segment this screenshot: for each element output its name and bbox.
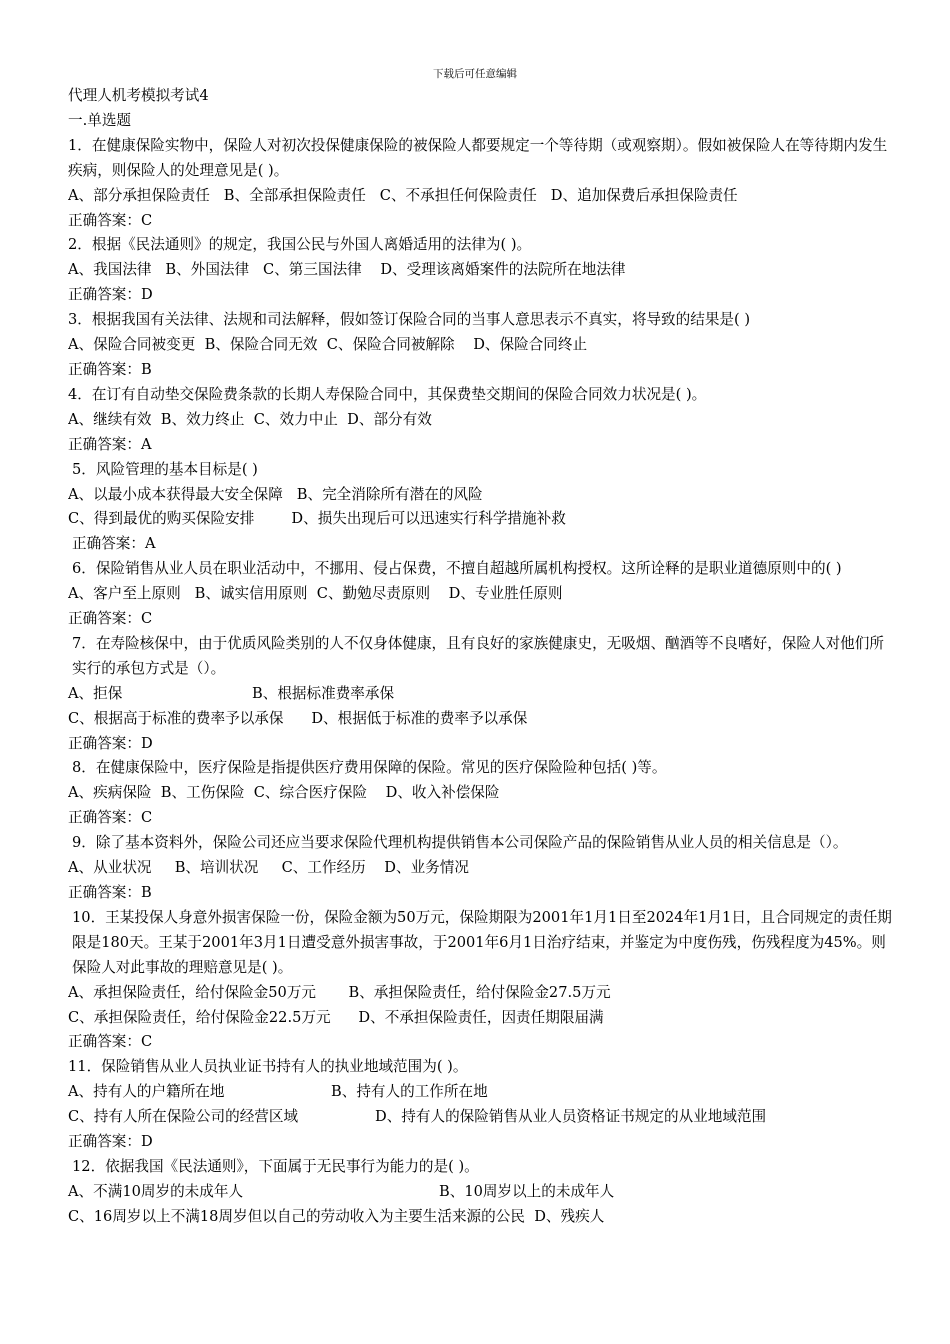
question-12: 12．依据我国《民法通则》，下面属于无民事行为能力的是( )。: [72, 1157, 479, 1175]
question-5-options-cd: C、得到最优的购买保险安排 D、损失出现后可以迅速实行科学措施补救: [68, 510, 566, 528]
question-4-options: A、继续有效 B、效力终止 C、效力中止 D、部分有效: [68, 410, 432, 428]
question-9-options: A、从业状况 B、培训状况 C、工作经历 D、业务情况: [68, 859, 469, 877]
question-2-answer: 正确答案：D: [68, 286, 153, 304]
question-7-option-b: B、根据标准费率承保: [252, 684, 395, 702]
question-5-options-ab: A、以最小成本获得最大安全保障 B、完全消除所有潜在的风险: [68, 485, 483, 503]
question-11-option-b: B、持有人的工作所在地: [331, 1083, 488, 1101]
question-6: 6．保险销售从业人员在职业活动中，不挪用、侵占保费，不擅自超越所属机构授权。这所诠释的是职业道德原则中的( ): [72, 560, 842, 578]
question-12-options-ab: [68, 1180, 894, 1205]
document-body: [68, 84, 894, 1230]
question-4-answer: 正确答案：A: [68, 435, 152, 453]
question-5-answer: 正确答案：A: [72, 535, 156, 553]
question-12-option-b: B、10周岁以上的未成年人: [439, 1182, 615, 1200]
question-6-options: A、客户至上原则 B、诚实信用原则 C、勤勉尽责原则 D、专业胜任原则: [68, 585, 563, 603]
question-11-options-cd: [68, 1105, 894, 1130]
question-10-options-ab: A、承担保险责任，给付保险金50万元 B、承担保险责任，给付保险金27.5万元: [68, 983, 611, 1001]
question-6-answer: 正确答案：C: [68, 610, 153, 628]
question-5: 5．风险管理的基本目标是( ): [72, 460, 258, 478]
question-8-answer: 正确答案：C: [68, 809, 153, 827]
question-7-options-cd: C、根据高于标准的费率予以承保 D、根据低于标准的费率予以承保: [68, 709, 528, 727]
document-title: 代理人机考模拟考试4: [68, 87, 209, 104]
question-7-options-ab: [68, 682, 894, 707]
question-1: 1．在健康保险实物中，保险人对初次投保健康保险的被保险人都要规定一个等待期（或观察期）。假如被保险人在等待期内发生疾病，则保险人的处理意见是( )。: [68, 136, 888, 179]
question-3: 3．根据我国有关法律、法规和司法解释，假如签订保险合同的当事人意思表示不真实，将导致的结果是( ): [68, 311, 751, 329]
question-10: 10．王某投保人身意外损害保险一份，保险金额为50万元，保险期限为2001年1月1日至2024年1月1日，且合同规定的责任期限是180天。王某于2001年3月1日遭受意外损害事故，于2001年6月1日治疗结束，并鉴定为中度伤残，伤残程度为45%。则保险人对此事故的理赔意见是( )。: [72, 908, 892, 976]
question-7-answer: 正确答案：D: [68, 734, 153, 752]
question-3-answer: 正确答案：B: [68, 360, 152, 378]
question-10-options-cd: C、承担保险责任，给付保险金22.5万元 D、不承担保险责任，因责任期限届满: [68, 1008, 604, 1026]
question-12-option-a: A、不满10周岁的未成年人: [68, 1182, 244, 1200]
question-7: 7．在寿险核保中，由于优质风险类别的人不仅身体健康，且有良好的家族健康史，无吸烟、酗酒等不良嗜好，保险人对他们所实行的承包方式是（）。: [72, 634, 884, 677]
question-11-option-c: C、持有人所在保险公司的经营区域: [68, 1108, 299, 1126]
section-heading: 一.单选题: [68, 111, 132, 129]
question-9-answer: 正确答案：B: [68, 884, 152, 901]
question-12-options-cd: C、16周岁以上不满18周岁但以自己的劳动收入为主要生活来源的公民 D、残疾人: [68, 1207, 605, 1225]
question-11-option-d: D、持有人的保险销售从业人员资格证书规定的从业地域范围: [375, 1108, 767, 1126]
question-4: 4．在订有自动垫交保险费条款的长期人寿保险合同中，其保费垫交期间的保险合同效力状况是( )。: [68, 385, 707, 403]
question-11-option-a: A、持有人的户籍所在地: [68, 1083, 225, 1101]
question-9: 9．除了基本资料外，保险公司还应当要求保险代理机构提供销售本公司保险产品的保险销售从业人员的相关信息是（）。: [72, 834, 848, 852]
question-8-options: A、疾病保险 B、工伤保险 C、综合医疗保险 D、收入补偿保险: [68, 784, 500, 802]
question-1-answer: 正确答案：C: [68, 211, 153, 229]
question-11: 11．保险销售从业人员执业证书持有人的执业地域范围为( )。: [68, 1058, 468, 1076]
question-2-options: A、我国法律 B、外国法律 C、第三国法律 D、受理该离婚案件的法院所在地法律: [68, 261, 626, 279]
question-7-option-a: A、拒保: [68, 684, 123, 702]
question-8: 8．在健康保险中，医疗保险是指提供医疗费用保障的保险。常见的医疗保险险种包括( )等。: [72, 759, 667, 777]
question-11-answer: 正确答案：D: [68, 1133, 153, 1151]
question-10-answer: 正确答案：C: [68, 1033, 153, 1051]
page-header: 下载后可任意编辑: [433, 68, 517, 80]
question-1-options: A、部分承担保险责任 B、全部承担保险责任 C、不承担任何保险责任 D、追加保费后承担保险责任: [68, 186, 738, 204]
question-3-options: A、保险合同被变更 B、保险合同无效 C、保险合同被解除 D、保险合同终止: [68, 336, 588, 354]
question-2: 2．根据《民法通则》的规定，我国公民与外国人离婚适用的法律为( )。: [68, 236, 532, 254]
question-11-options-ab: [68, 1080, 894, 1105]
